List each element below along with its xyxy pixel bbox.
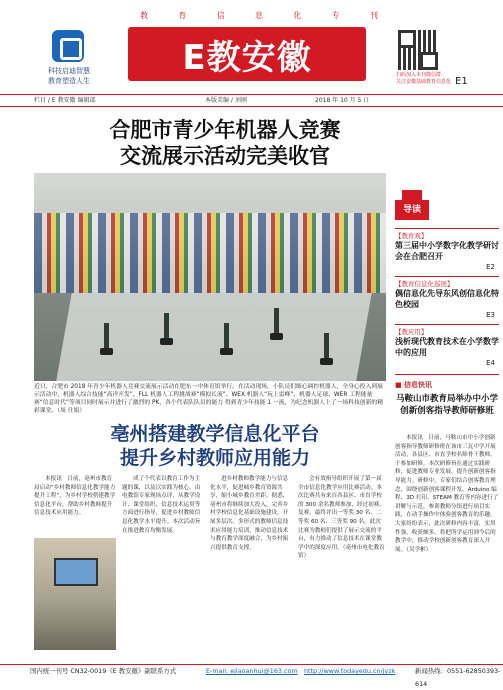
- footer-issn: 国内统一刊号 CN32-0019《E 教安徽》副联系方式: [30, 667, 177, 675]
- guide-item[interactable]: [395, 327, 499, 367]
- news-section-label: ■ 信息快讯: [395, 381, 433, 389]
- guide-item[interactable]: [395, 231, 499, 271]
- main-headline: 合肥市青少年机器人竞赛 交流展示活动完美收官: [109, 118, 341, 168]
- guide-item-title: 偶信息化先导东风创信息化特色校园: [395, 289, 499, 309]
- guide-item-page: E4: [486, 359, 495, 367]
- robot-icon: [164, 313, 169, 341]
- guide-tab-icon: [402, 190, 422, 200]
- guide-item-tag: 【教育信息化巡展】: [395, 280, 454, 288]
- divider: [395, 228, 499, 229]
- footer-phone: 新闻热线：0551-62850393-614: [415, 667, 501, 688]
- qr-caption: 扫码加入本刊微信群 关注安徽基础教育信息化: [396, 72, 452, 85]
- tagline-char: 化: [293, 11, 304, 20]
- footer-email-link[interactable]: E-mail: ejiaoanhui@163.com: [206, 667, 298, 675]
- publisher-logo-icon: [52, 30, 84, 62]
- robot-competition-photo: [34, 173, 386, 381]
- divider: [395, 324, 499, 325]
- editor-credit: 栏目 / E 教安徽 编辑部: [34, 97, 96, 104]
- robot-icon: [224, 323, 229, 351]
- news-headline: 马鞍山市教育局举办中小学创新创客指导教师研修班: [395, 394, 498, 416]
- tagline-char: 刊: [369, 11, 380, 20]
- info-bar: [0, 94, 503, 107]
- robot-icon: [274, 308, 279, 336]
- article-column-2: 成了个代表以教育工作为主题的课，以及以实践为核心，由电教馆专家现场点评，从教学设计、课堂组织、信息技术运用等方面进行指导，促进乡村教师信息化教学水平提升。本次活动旨在推进教育均衡发展。: [122, 476, 201, 534]
- article-column-3: 进乡村教师教学能力与信息化水平，促进城乡教育资源共享，缩小城乡教育差距。据悉，亳州市将继续加大投入，完善乡村学校信息化基础设施建设，开展多层次、多形式的教师信息技术应用能力培训，推动信息技术与教育教学深度融合，为乡村振兴提供教育支撑。: [210, 476, 289, 551]
- article-column-1: 本报讯 日前，亳州市教育局启动“乡村教师信息化教学能力提升工程”，为乡村学校搭建教学信息化平台，帮助乡村教师提升信息技术应用能力。: [34, 476, 116, 517]
- article-column-4: 会有效指导组织开展了第一届全市信息化教学应用比赛活动。本次比赛共有来自各县区、市直学校的 300 余名教师参加，经过初赛、复赛，最终评出一等奖 30 名、二等奖 60 名、三等奖 90 名。此次比赛为教师们提供了展示交流的平台，有力推动了信息技术在课堂教学中的深度应用。（亳州市电化教育馆）: [298, 476, 385, 560]
- paper-title: E教安徽: [182, 37, 312, 78]
- tagline-char: 育: [178, 11, 189, 20]
- news-body: 本报讯 日前，马鞍山市中小学创新创客指导教师研修班在该市三瓦中学开展活动，各县区、市直学校名师骨干教师，于参加研修。本次研修旨在通过实践研修，促进教师专业发展，提升创新创客指导能力。研修中，专家们结合创客教育理念，围绕创新创客课程开发、Arduino 编程、3D 打印、STEAM 教育等内容进行了讲解与示范。参训教师分组进行项目实践，在动手操作中体验创客教育的乐趣。大家纷纷表示，此次研修内容丰富，实用性强，收获颇多，将把所学运用到今后的教学中，推动学校创新创客教育深入开展。（吴学彬）: [395, 435, 499, 553]
- guide-item-page: E3: [486, 311, 495, 319]
- guide-label: 导读: [395, 200, 429, 220]
- guide-item-tag: 【教育观】: [395, 232, 428, 240]
- classroom-photo: [34, 538, 116, 650]
- tagline-char: 息: [254, 11, 265, 20]
- guide-item-title: 第三届中小学数字化教学研讨会在合肥召开: [395, 241, 499, 261]
- robot-icon: [324, 333, 329, 361]
- edition-number: E1: [455, 76, 468, 87]
- crowd: [34, 213, 386, 293]
- footer: [0, 664, 503, 688]
- logo-slogan: 科技启迪智慧 教育塑造人生: [48, 67, 90, 85]
- layout-credit: 本版美编 / 刘刚: [205, 97, 247, 104]
- robot-icon: [104, 323, 109, 351]
- photo-caption: 近日，合肥市 2018 年青少年机器人竞赛交流展示活动在肥东一中体育馆举行。在活动现场，小队员们细心调控机器人，全身心投入到展示活动中，机器人综合技能“高洋开发”、FLL 机器人工程挑战赛“模拟长流”、WEX 机器人“玩上雷峰”、机器人足球、WER 工程能量赛“信息时代”等项目同时展示并进行了激烈的 PK，各个代表队队员的能力 得到青少年技能 1 一流，为纪念机器人上了一场科技创新的精彩课堂。（周 仕娟）: [34, 384, 383, 414]
- tagline-char: 教: [140, 11, 150, 20]
- projector-screen: [54, 558, 98, 586]
- masthead: [0, 0, 503, 110]
- guide-item-page: E2: [486, 263, 495, 271]
- guide-item[interactable]: [395, 279, 499, 319]
- guide-item-tag: 【教应用】: [395, 328, 428, 336]
- tagline-char: 专: [331, 11, 342, 20]
- issue-date: 2018 年 10 月 5 日: [315, 97, 370, 104]
- footer-website-link[interactable]: http://www.todayedu.cn/jyzk: [304, 667, 396, 675]
- tagline: [140, 10, 380, 21]
- guide-item-title: 浅析现代教育技术在小学数学中的应用: [395, 337, 499, 357]
- qr-code-icon[interactable]: [398, 30, 438, 70]
- divider: [395, 374, 499, 375]
- divider: [395, 276, 499, 277]
- second-headline: 亳州搭建教学信息化平台 提升乡村教师应用能力: [110, 423, 320, 469]
- tagline-char: 信: [216, 11, 227, 20]
